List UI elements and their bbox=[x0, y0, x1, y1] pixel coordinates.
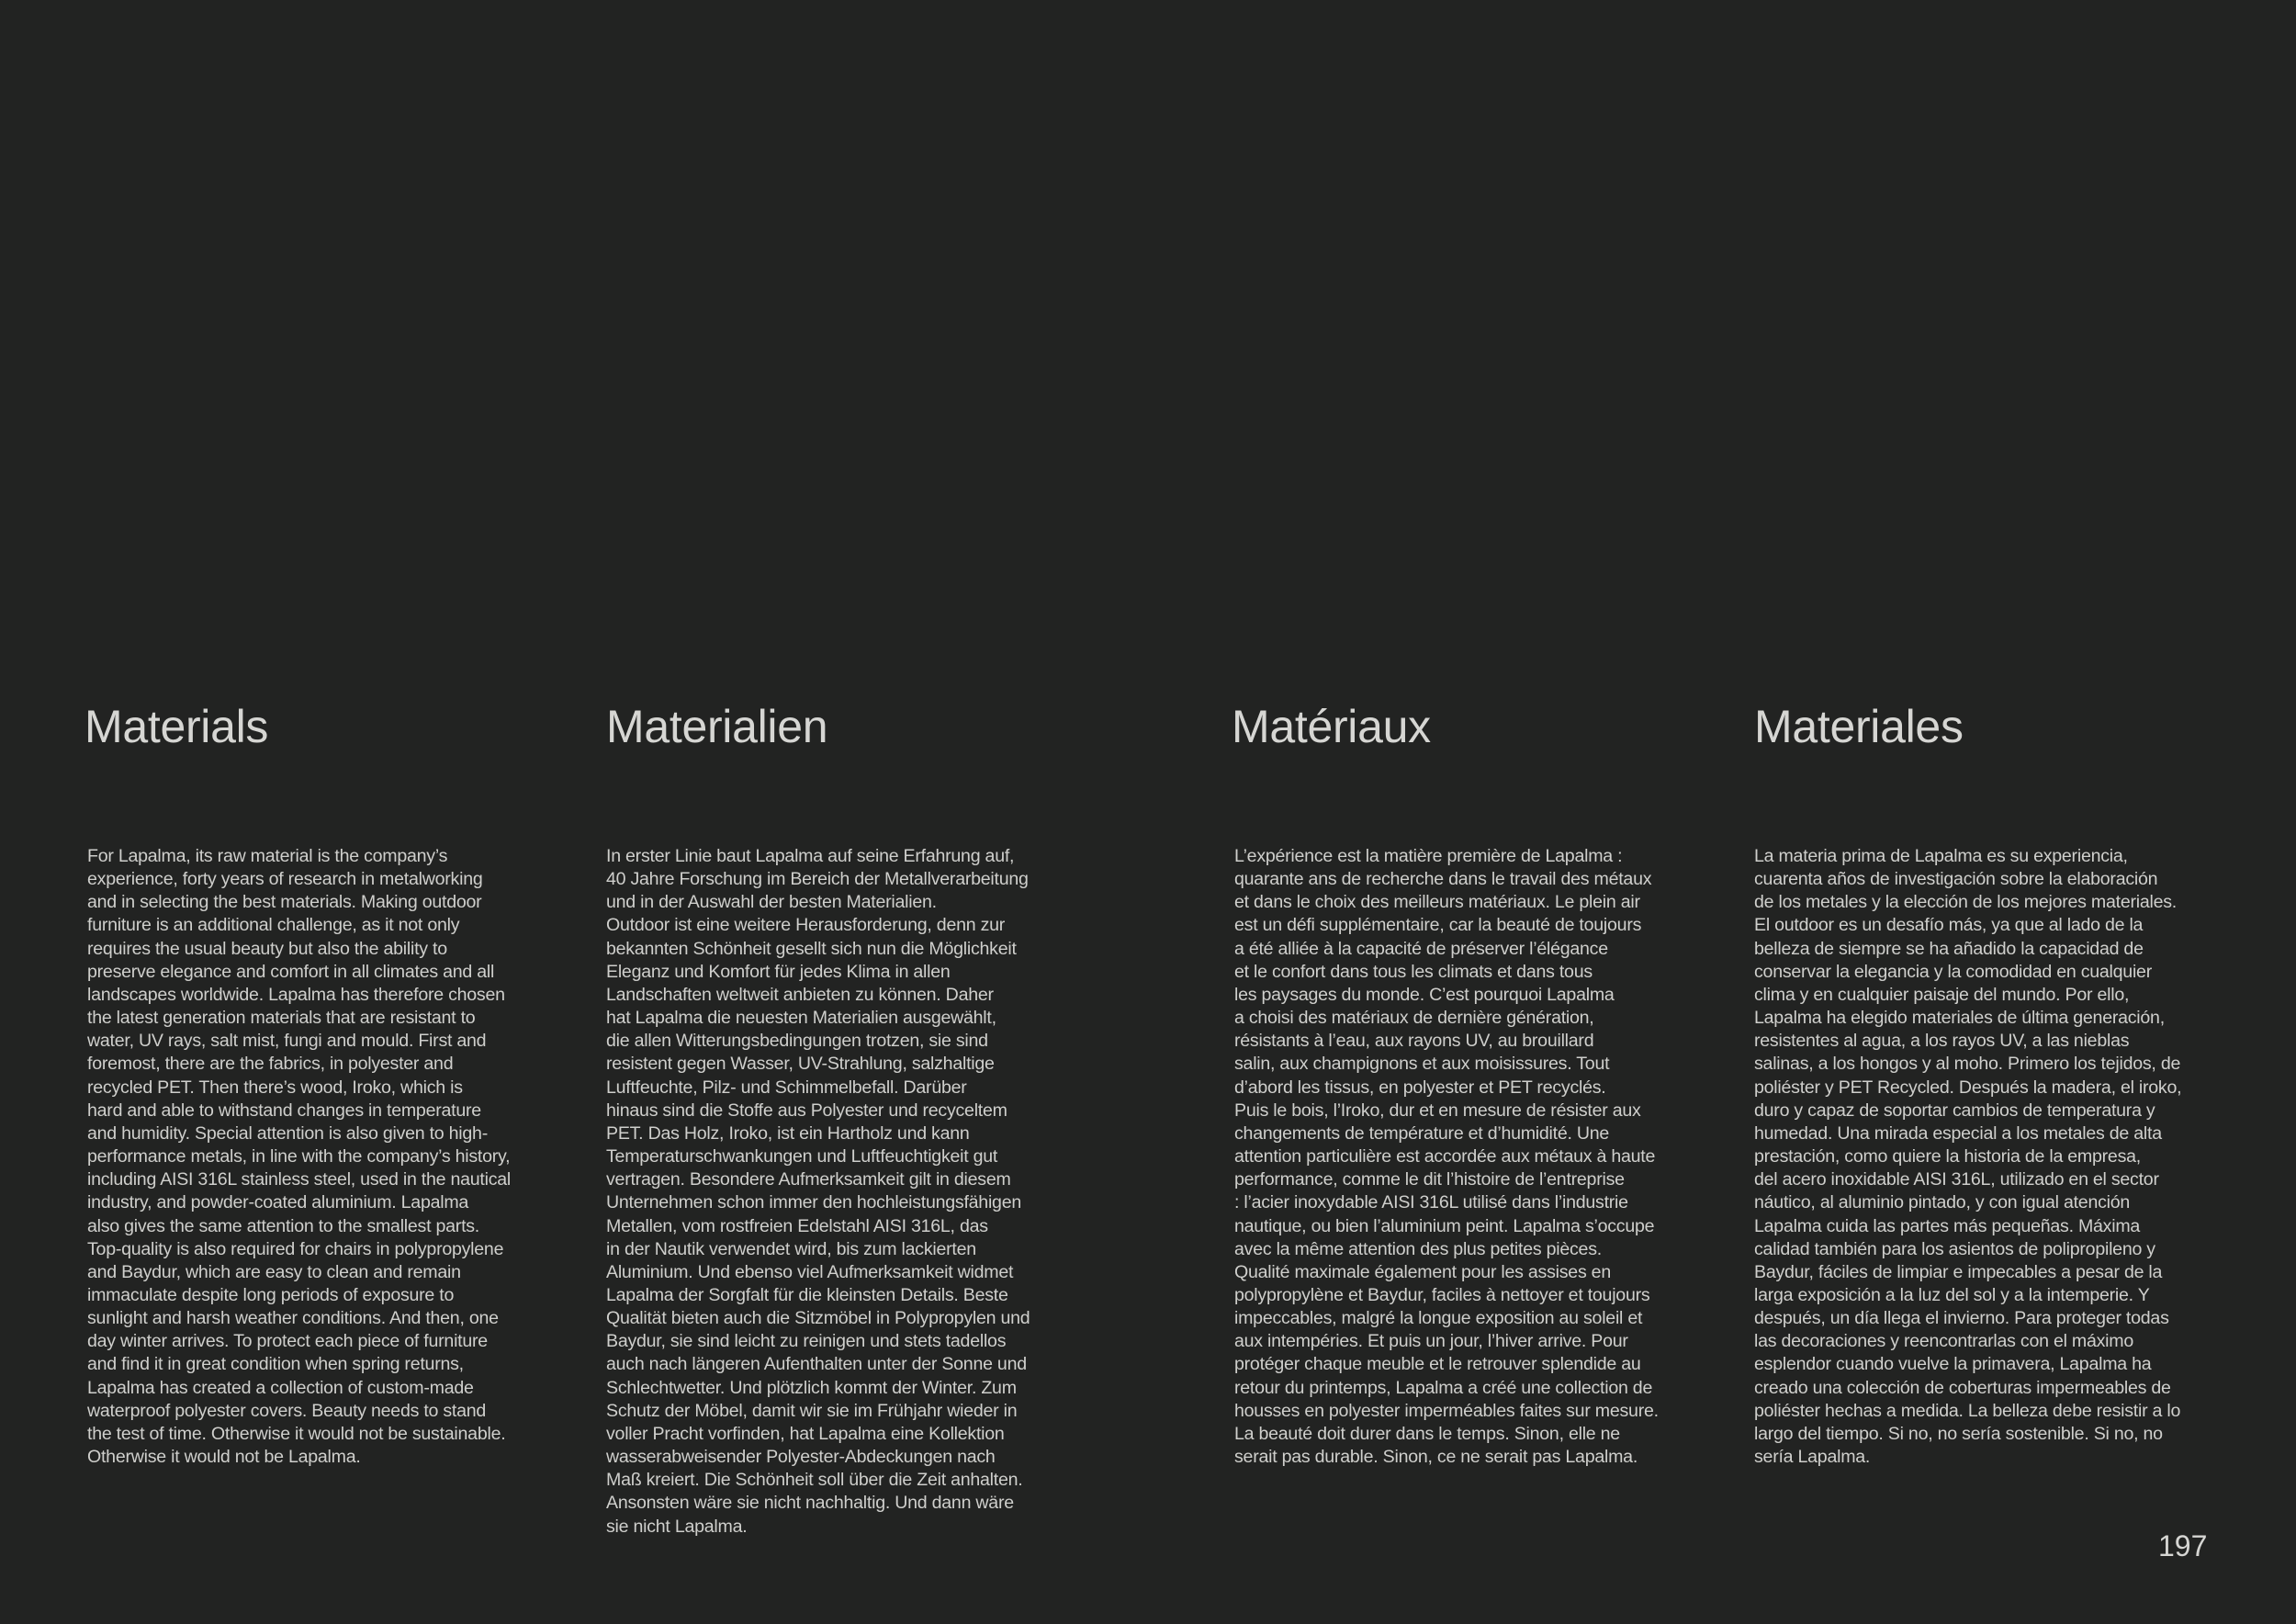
page-number: 197 bbox=[2158, 1529, 2208, 1562]
heading-english: Materials bbox=[84, 701, 269, 752]
heading-french: Matériaux bbox=[1232, 701, 1431, 752]
body-text-english: For Lapalma, its raw material is the company’s experience, forty years of research in metalworking and in selecting the best materials. Making outdoor furniture is an additional challenge, as it not only requires the usual beauty but also the ability to preserve elegance and comfort in all climates and all landscapes worldwide. Lapalma has therefore chosen the latest generation materials that are resistant to water, UV rays, salt mist, fungi and mould. First and foremost, there are the fabrics, in polyester and recycled PET. Then there’s wood, Iroko, which is hard and able to withstand changes in temperature and humidity. Special attention is also given to high- performance metals, in line with the company’s history, including AISI 316L stainless steel, used in the nautical industry, and powder-coated aluminium. Lapalma also gives the same attention to the smallest parts. Top-quality is also required for chairs in polypropylene and Baydur, which are easy to clean and remain immaculate despite long periods of exposure to sunlight and harsh weather conditions. And then, one day winter arrives. To protect each piece of furniture and find it in great condition when spring returns, Lapalma has created a collection of custom-made waterproof polyester covers. Beauty needs to stand the test of time. Otherwise it would not be sustainable. Otherwise it would not be Lapalma. bbox=[87, 846, 512, 1468]
body-text-german: In erster Linie baut Lapalma auf seine Erfahrung auf, 40 Jahre Forschung im Bereich der Metallverarbeitung und in der Auswahl der besten Materialien. Outdoor ist eine weitere Herausforderung, denn zur bekannten Schönheit gesellt sich nun die Möglichkeit Eleganz und Komfort für jedes Klima in allen Landschaften weltweit anbieten zu können. Daher hat Lapalma die neuesten Materialien ausgewählt, die allen Witterungsbedingungen trotzen, sie sind resistent gegen Wasser, UV-Strahlung, salzhaltige Luftfeuchte, Pilz- und Schimmelbefall. Darüber hinaus sind die Stoffe aus Polyester und recyceltem PET. Das Holz, Iroko, ist ein Hartholz und kann Temperaturschwankungen und Luftfeuchtigkeit gut vertragen. Besondere Aufmerksamkeit gilt in diesem Unternehmen schon immer den hochleistungsfähigen Metallen, vom rostfreien Edelstahl AISI 316L, das in der Nautik verwendet wird, bis zum lackierten Aluminium. Und ebenso viel Aufmerksamkeit widmet Lapalma der Sorgfalt für die kleinsten Details. Beste Qualität bieten auch die Sitzmöbel in Polypropylen und Baydur, sie sind leicht zu reinigen und stets tadellos auch nach längeren Aufenthalten unter der Sonne und Schlechtwetter. Und plötzlich kommt der Winter. Zum Schutz der Möbel, damit wir sie im Frühjahr wieder in voller Pracht vorfinden, hat Lapalma eine Kollektion wasserabweisender Polyester-Abdeckungen nach Maß kreiert. Die Schönheit soll über die Zeit anhalten. Ansonsten wäre sie nicht nachhaltig. Und dann wäre sie nicht Lapalma. bbox=[606, 846, 1030, 1537]
heading-german: Materialien bbox=[606, 701, 828, 752]
body-text-spanish: La materia prima de Lapalma es su experiencia, cuarenta años de investigación sobre la elaboración de los metales y la elección de los mejores materiales. El outdoor es un desafío más, ya que al lado de la belleza de siempre se ha añadido la capacidad de conservar la elegancia y la comodidad en cualquier clima y en cualquier paisaje del mundo. Por ello, Lapalma ha elegido materiales de última generación, resistentes al agua, a los rayos UV, a las nieblas salinas, a los hongos y al moho. Primero los tejidos, de poliéster y PET Recycled. Después la madera, el iroko, duro y capaz de soportar cambios de temperatura y humedad. Una mirada especial a los metales de alta prestación, como quiere la historia de la empresa, del acero inoxidable AISI 316L, utilizado en el sector náutico, al aluminio pintado, y con igual atención Lapalma cuida las partes más pequeñas. Máxima calidad también para los asientos de polipropileno y Baydur, fáciles de limpiar e impecables a pesar de la larga exposición a la luz del sol y a la intemperie. Y después, un día llega el invierno. Para proteger todas las decoraciones y reencontrarlas con el máximo esplendor cuando vuelve la primavera, Lapalma ha creado una colección de coberturas impermeables de poliéster hechas a medida. La belleza debe resistir a lo largo del tiempo. Si no, no sería sostenible. Si no, no sería Lapalma. bbox=[1754, 846, 2182, 1468]
body-text-french: L’expérience est la matière première de Lapalma : quarante ans de recherche dans le travail des métaux et dans le choix des meilleurs matériaux. Le plein air est un défi supplémentaire, car la beauté de toujours a été alliée à la capacité de préserver l’élégance et le confort dans tous les climats et dans tous les paysages du monde. C’est pourquoi Lapalma a choisi des matériaux de dernière génération, résistants à l’eau, aux rayons UV, au brouillard salin, aux champignons et aux moisissures. Tout d’abord les tissus, en polyester et PET recyclés. Puis le bois, l’Iroko, dur et en mesure de résister aux changements de température et d’humidité. Une attention particulière est accordée aux métaux à haute performance, comme le dit l’histoire de l’entreprise : l’acier inoxydable AISI 316L utilisé dans l’industrie nautique, ou bien l’aluminium peint. Lapalma s’occupe avec la même attention des plus petites pièces. Qualité maximale également pour les assises en polypropylène et Baydur, faciles à nettoyer et toujours impeccables, malgré la longue exposition au soleil et aux intempéries. Et puis un jour, l’hiver arrive. Pour protéger chaque meuble et le retrouver splendide au retour du printemps, Lapalma a créé une collection de housses en polyester imperméables faites sur mesure. La beauté doit durer dans le temps. Sinon, elle ne serait pas durable. Sinon, ce ne serait pas Lapalma. bbox=[1234, 846, 1659, 1468]
heading-spanish: Materiales bbox=[1754, 701, 1964, 752]
